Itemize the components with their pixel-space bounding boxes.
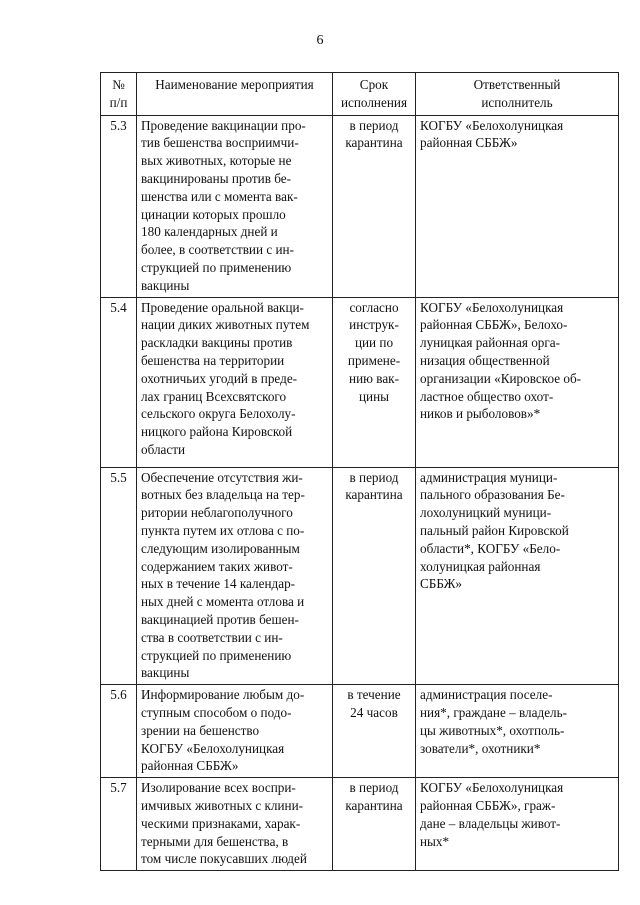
measure-name: Проведение вакцинации про- тив бешенства восприимчи- вых животных, которые не вакцинированы против бе- шенства или с момента вак- цинации которых прошло 180 календарных дней и более, в соответствии с ин- струкцией по применению вакцины xyxy=(137,115,333,297)
deadline: согласно инструк- ции по примене- нию вак- цины xyxy=(333,297,416,467)
deadline: в период карантина xyxy=(333,467,416,685)
header-measure-name: Наименование мероприятия xyxy=(137,73,333,116)
deadline: в период карантина xyxy=(333,778,416,871)
table-header xyxy=(101,73,619,116)
measure-name: Информирование любым до- ступным способом о подо- зрении на бешенство КОГБУ «Белохолуницкая районная СББЖ» xyxy=(137,685,333,778)
table-row xyxy=(101,115,619,297)
table-body xyxy=(101,115,619,871)
measures-table xyxy=(100,72,619,871)
header-number: № п/п xyxy=(101,73,137,116)
page-number: 6 xyxy=(316,33,324,48)
responsible: администрация поселе- ния*, граждане – владель- цы животных*, охотполь- зователи*, охотники* xyxy=(416,685,619,778)
header-responsible: Ответственный исполнитель xyxy=(416,73,619,116)
table-row xyxy=(101,685,619,778)
measure-name: Обеспечение отсутствия жи- вотных без владельца на тер- ритории неблагополучного пункта путем их отлова с по- следующим изолированным содержанием таких живот- ных в течение 14 календар- ных дней с момента отлова и вакцинацией против бешен- ства в соответствии с ин- струкцией по применению вакцины xyxy=(137,467,333,685)
header-row xyxy=(101,73,619,116)
deadline: в течение 24 часов xyxy=(333,685,416,778)
responsible: администрация муници- пального образования Бе- лохолуницкий муници- пальный район Кировской области*, КОГБУ «Бело- холуницкая районная СББЖ» xyxy=(416,467,619,685)
header-deadline: Срок исполнения xyxy=(333,73,416,116)
row-number: 5.6 xyxy=(101,685,137,778)
table-row xyxy=(101,467,619,685)
table-row xyxy=(101,297,619,467)
responsible: КОГБУ «Белохолуницкая районная СББЖ» xyxy=(416,115,619,297)
measure-name: Изолирование всех воспри- имчивых животных с клини- ческими признаками, харак- терными для бешенства, в том числе покусавших людей xyxy=(137,778,333,871)
row-number: 5.4 xyxy=(101,297,137,467)
row-number: 5.7 xyxy=(101,778,137,871)
deadline: в период карантина xyxy=(333,115,416,297)
measure-name: Проведение оральной вакци- нации диких животных путем раскладки вакцины против бешенства на территории охотничьих угодий в преде- лах границ Всехсвятского сельского округа Белохолу- ницкого района Кировской области xyxy=(137,297,333,467)
responsible: КОГБУ «Белохолуницкая районная СББЖ», Белохо- луницкая районная орга- низация общественной организации «Кировское об- ластное общество охот- ников и рыболовов»* xyxy=(416,297,619,467)
row-number: 5.3 xyxy=(101,115,137,297)
responsible: КОГБУ «Белохолуницкая районная СББЖ», граж- дане – владельцы живот- ных* xyxy=(416,778,619,871)
table-row xyxy=(101,778,619,871)
row-number: 5.5 xyxy=(101,467,137,685)
